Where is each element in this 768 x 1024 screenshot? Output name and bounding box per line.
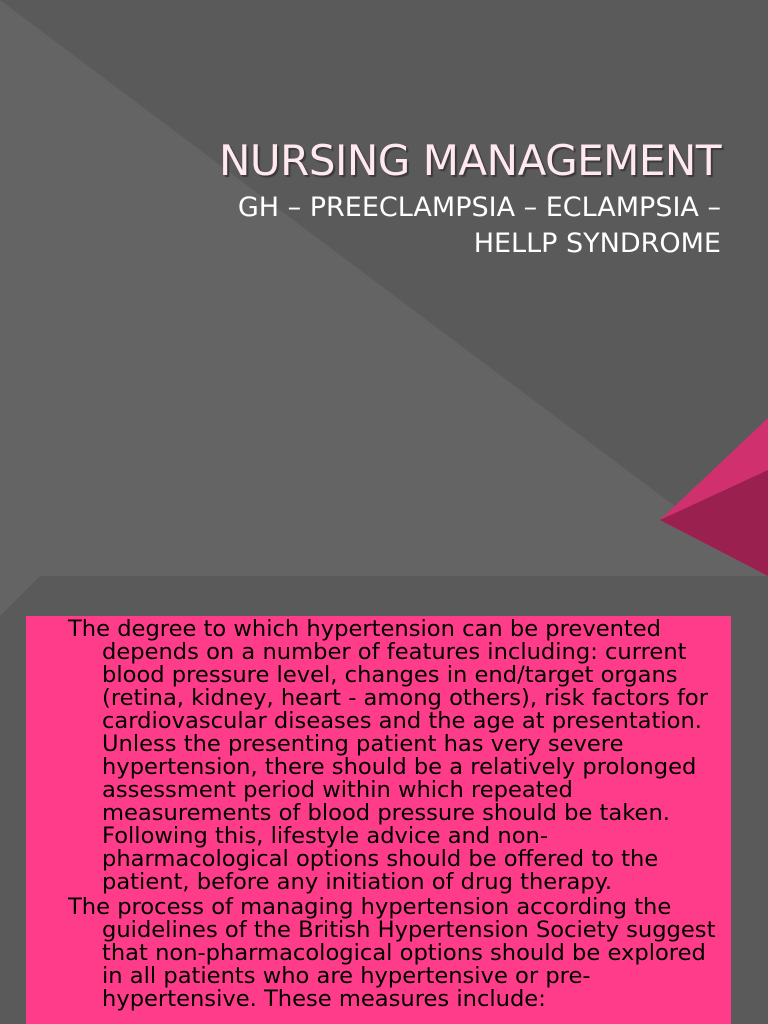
content-slide: [0, 576, 768, 1024]
corner-shade-shape: [0, 576, 40, 616]
paragraph-prevention: The degree to which hypertension can be prevented depends on a number of features including: current blood pressure level, changes in end/target organs (retina, kidney, heart - among others), risk factors for cardiovascular diseases and the age at presentation. Unless the presenting patient has very severe hypertension, there should be a relatively prolonged assessment period within which repeated measurements of blood pressure should be taken. Following this, lifestyle advice and non-pharmacological options should be offered to the patient, before any initiation of drug therapy.: [68, 616, 709, 895]
paragraph-management: The process of managing hypertension according the guidelines of the British Hypertension Society suggest that non-pharmacological options should be explored in all patients who are hypertensive or pre-hypertensive. These measures include:: [68, 894, 716, 1012]
subtitle-line-1: GH – PREECLAMPSIA – ECLAMPSIA –: [237, 192, 721, 223]
subtitle-line-2: HELLP SYNDROME: [473, 228, 721, 259]
slide-title: NURSING MANAGEMENT: [218, 136, 721, 185]
slide-subtitle: [101, 190, 721, 262]
content-text-box: [26, 616, 731, 1024]
